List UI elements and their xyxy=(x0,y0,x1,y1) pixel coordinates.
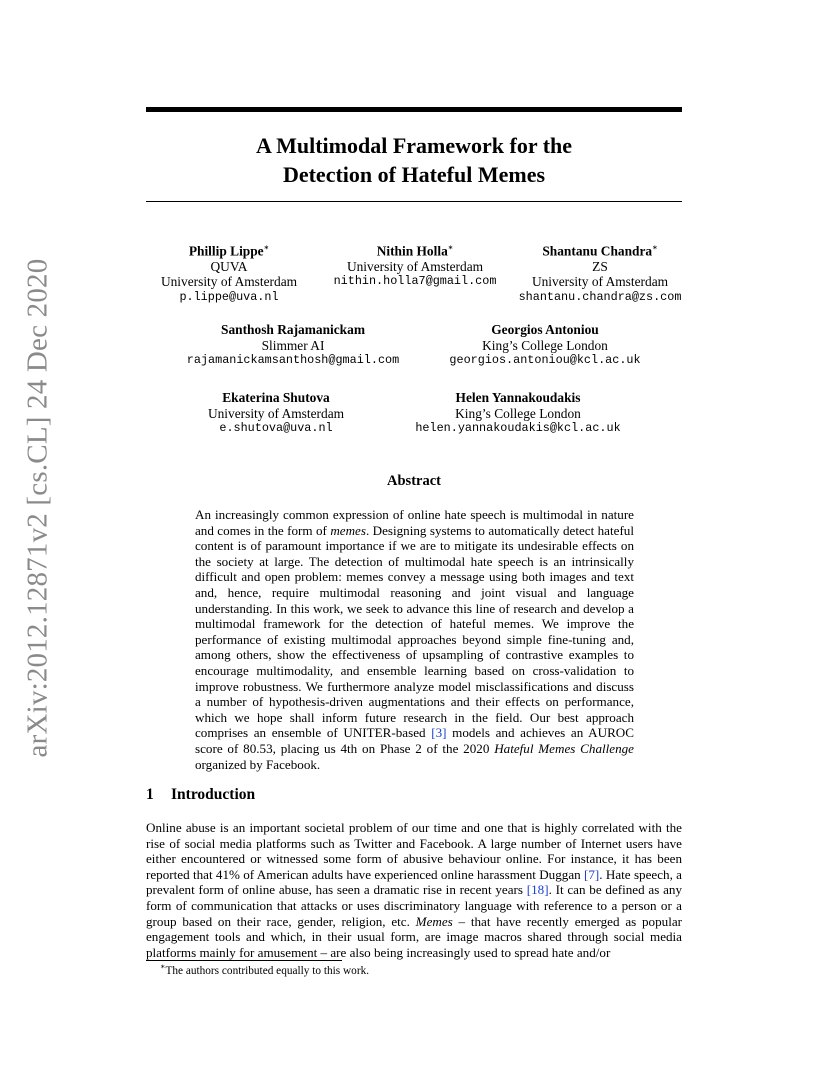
author-name: Georgios Antoniou xyxy=(491,322,599,337)
introduction-body: Online abuse is an important societal problem of our time and one that is highly correlated with the rise of social media platforms such as Twitter and Facebook. A large number of Internet users have either encountered or witnessed some form of abusive behaviour online. For instance, it has been reported that 41% of American adults have experienced online harassment Duggan [7]. Hate speech, a prevalent form of online abuse, has seen a dramatic rise in recent years [18]. It can be defined as any form of communication that attacks or uses discriminatory language with reference to a person or a group based on their race, gender, religion, etc. Memes – that have recently emerged as popular engagement tools and which, in their usual form, are image macros shared through social media platforms mainly for amusement – are also being increasingly used to spread hate and/or xyxy=(146,820,682,960)
author-affiliation: Slimmer AI xyxy=(261,337,325,353)
author-name: Helen Yannakoudakis xyxy=(455,390,581,405)
citation-link[interactable]: [18] xyxy=(526,882,549,898)
author-email[interactable]: e.shutova@uva.nl xyxy=(219,421,333,435)
author-affiliation: University of Amsterdam xyxy=(346,258,484,274)
author-email[interactable]: helen.yannakoudakis@kcl.ac.uk xyxy=(415,421,621,435)
paper-title xyxy=(146,131,682,189)
author-block xyxy=(405,390,631,437)
arxiv-identifier: arXiv:2012.12871v2 [cs.CL] 24 Dec 2020 xyxy=(21,258,54,758)
author-affiliation: University of Amsterdam xyxy=(160,274,298,290)
abstract-heading: Abstract xyxy=(387,473,441,489)
author-name: Phillip Lippe∗ xyxy=(188,243,270,259)
author-email[interactable]: shantanu.chandra@zs.com xyxy=(518,289,682,304)
author-affiliation: University of Amsterdam xyxy=(207,405,345,421)
abstract-body: An increasingly common expression of online hate speech is multimodal in nature and comes in the form of memes. Designing systems to automatically detect hateful content is of paramount importance if we are to mitigate its undesirable effects on the society at large. The detection of multimodal hate speech is an intrinsically difficult and open problem: memes convey a message using both images and text and, hence, require multimodal reasoning and joint visual and language understanding. In this work, we seek to advance this line of research and develop a multimodal framework for the detection of hateful memes. We improve the performance of existing multimodal approaches beyond simple fine-tuning and, among others, show the effectiveness of upsampling of contrastive examples to encourage multimodality, and ensemble learning based on cross-validation to improve robustness. We furthermore analyze model misclassifications and discuss a number of hypothesis-driven augmentations and their effects on performance, which we hope shall inform future research in the field. Our best approach comprises an ensemble of UNITER-based [3] models and achieves an AUROC score of 80.53, placing us 4th on Phase 2 of the 2020 Hateful Memes Challenge organized by Facebook. xyxy=(195,507,634,772)
author-email[interactable]: georgios.antoniou@kcl.ac.uk xyxy=(449,353,641,367)
author-name: Shantanu Chandra∗ xyxy=(542,243,658,259)
citation-link[interactable]: [3] xyxy=(431,725,447,741)
author-email[interactable]: p.lippe@uva.nl xyxy=(179,289,279,304)
author-name: Ekaterina Shutova xyxy=(222,390,330,405)
author-block xyxy=(196,390,356,437)
author-block xyxy=(500,240,700,305)
author-affiliation: QUVA xyxy=(210,258,248,274)
author-email[interactable]: rajamanickamsanthosh@gmail.com xyxy=(186,353,400,367)
title-line-1: A Multimodal Framework for the xyxy=(255,133,573,158)
section-number: 1 xyxy=(146,786,154,803)
title-line-2: Detection of Hateful Memes xyxy=(282,162,546,187)
title-bottom-rule xyxy=(146,201,682,202)
author-affiliation: King’s College London xyxy=(455,405,581,421)
arxiv-sidebar-stamp xyxy=(20,258,56,758)
author-affiliation: King’s College London xyxy=(482,337,608,353)
author-name: Nithin Holla∗ xyxy=(376,243,454,259)
citation-link[interactable]: [7] xyxy=(584,866,600,882)
footnote: ∗The authors contributed equally to this work. xyxy=(160,962,370,977)
author-name: Santhosh Rajamanickam xyxy=(221,322,365,337)
author-block xyxy=(180,322,406,369)
footnote-rule xyxy=(146,960,342,961)
author-block xyxy=(312,240,518,290)
section-title: Introduction xyxy=(171,786,256,803)
author-affiliation: ZS xyxy=(592,258,608,274)
author-block xyxy=(435,322,655,369)
title-top-rule xyxy=(146,107,682,112)
author-affiliation: University of Amsterdam xyxy=(531,274,669,290)
section-heading xyxy=(146,786,255,804)
author-email[interactable]: nithin.holla7@gmail.com xyxy=(333,274,497,289)
author-block xyxy=(146,240,312,305)
